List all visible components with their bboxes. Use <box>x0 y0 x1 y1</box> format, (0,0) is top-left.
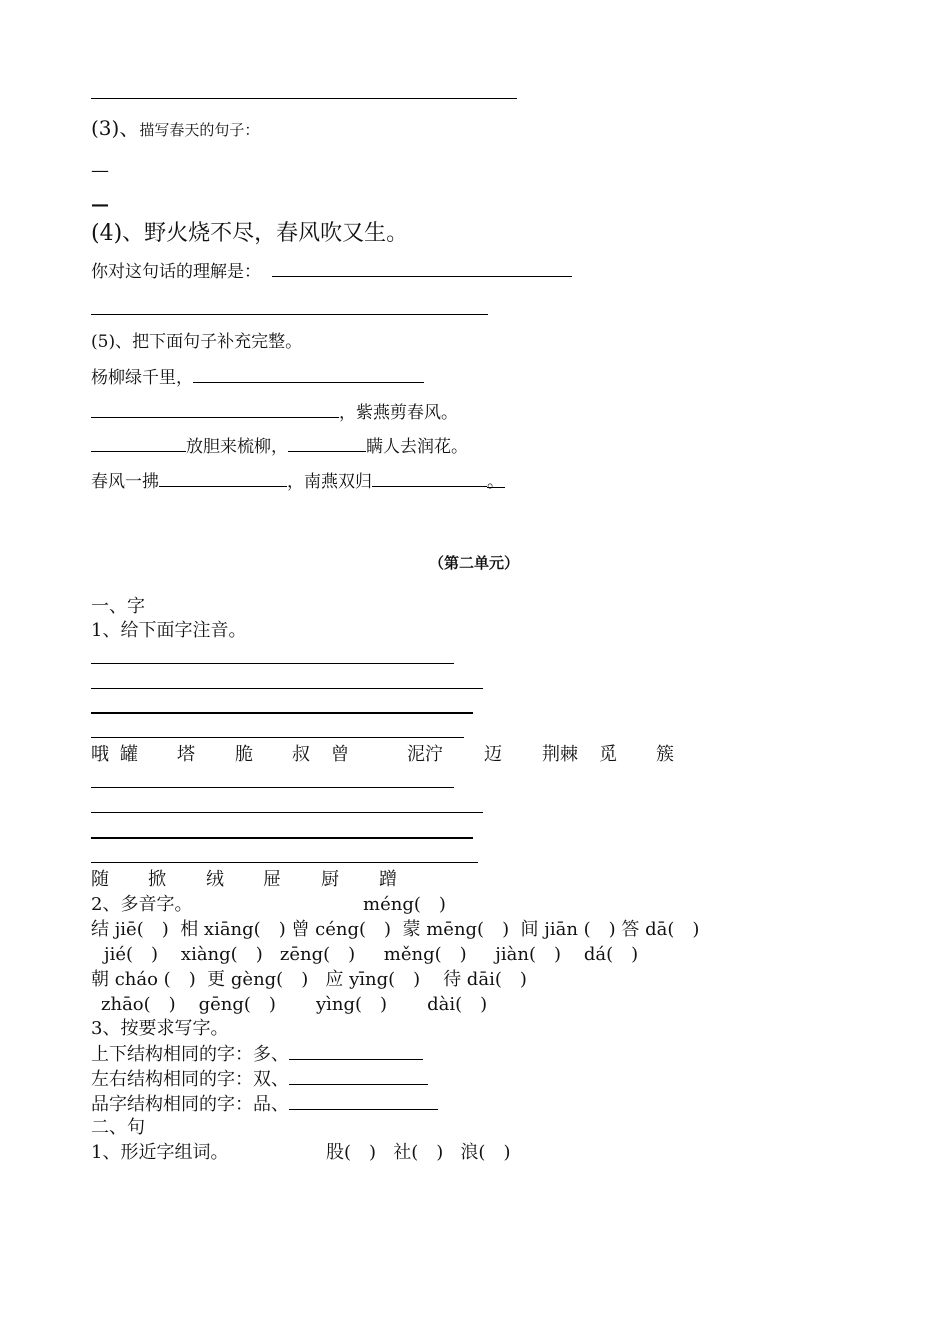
char-item: 觅 <box>599 744 617 765</box>
fill-text: 春风一拂 <box>91 472 159 492</box>
question-3-number: (3)、 <box>91 116 140 140</box>
pinyin-line <box>91 663 454 664</box>
write-row <box>91 1093 438 1116</box>
answer-blank[interactable] <box>372 470 487 487</box>
dash-mark: — <box>91 160 109 181</box>
char-item: 厨 <box>321 869 339 890</box>
char-item: 曾 <box>331 744 349 765</box>
dash-mark: — <box>91 194 109 215</box>
char-item: 哦 <box>91 744 109 765</box>
pinyin-line <box>91 812 483 813</box>
section-heading: 一、字 <box>91 596 145 617</box>
char-item: 塔 <box>177 744 195 765</box>
section-heading: 二、句 <box>91 1117 145 1138</box>
answer-blank[interactable] <box>159 470 287 487</box>
pinyin-line <box>91 712 473 714</box>
fill-line-1 <box>91 366 424 389</box>
answer-blank[interactable] <box>91 435 186 452</box>
char-item: 屉 <box>263 869 281 890</box>
question-3 <box>91 116 259 140</box>
answer-blank[interactable] <box>289 1093 438 1110</box>
question-3-label: 描写春天的句子： <box>139 121 260 139</box>
write-row <box>91 1068 428 1091</box>
fill-text: 放胆来梳柳， <box>186 437 288 457</box>
char-item: 绒 <box>206 869 224 890</box>
question-1-sentence: 1、形近字组词。 <box>91 1142 229 1163</box>
question-5-title: (5)、把下面句子补充完整。 <box>91 332 303 352</box>
char-item: 簇 <box>656 744 674 765</box>
char-item: 随 <box>91 869 109 890</box>
question-2: 2、多音字。 <box>91 894 193 915</box>
char-item: 脆 <box>235 744 253 765</box>
answer-line <box>91 314 488 315</box>
pinyin-line <box>91 837 473 839</box>
polyphone-row: jié( ) xiàng( ) zēng( ) měng( ) jiàn( ) dá( ) <box>104 944 639 965</box>
polyphone-row: 结 jiē( ) 相 xiāng( ) 曾 céng( ) 蒙 mēng( ) 间 jiān ( ) 答 dā( ) <box>91 919 700 940</box>
question-3b: 3、按要求写字。 <box>91 1018 229 1039</box>
answer-blank[interactable] <box>193 366 424 383</box>
answer-blank[interactable] <box>288 435 366 452</box>
pinyin-line <box>91 787 454 788</box>
question-4-prompt <box>91 260 572 283</box>
similar-char-items: 股( ) 社( ) 浪( ) <box>326 1142 511 1163</box>
polyphone-row: zhāo( ) gēng( ) yìng( ) dài( ) <box>101 994 488 1015</box>
pinyin-line <box>91 737 464 738</box>
answer-blank[interactable] <box>272 260 572 277</box>
fill-line-2 <box>91 401 458 424</box>
char-item: 蹭 <box>379 869 397 890</box>
answer-blank[interactable] <box>91 401 339 418</box>
pinyin-line <box>91 688 483 689</box>
fill-text: ，紫燕剪春风。 <box>339 403 458 423</box>
polyphone-row: 朝 cháo ( ) 更 gèng( ) 应 yīng( ) 待 dāi( ) <box>91 969 527 990</box>
unit-title: （第二单元） <box>429 554 520 572</box>
answer-blank[interactable] <box>289 1043 423 1060</box>
fill-text: 瞒人去润花。 <box>366 437 468 457</box>
fill-text: 。 <box>487 472 504 492</box>
fill-text: 杨柳绿千里， <box>91 368 193 388</box>
char-item: 罐 <box>120 744 138 765</box>
answer-blank[interactable] <box>289 1068 428 1085</box>
prompt-text: 你对这句话的理解是： <box>91 262 261 282</box>
pinyin-line <box>91 862 478 863</box>
answer-line <box>91 98 517 99</box>
question-1: 1、给下面字注音。 <box>91 620 247 641</box>
write-row <box>91 1043 423 1066</box>
char-item: 荆棘 <box>542 744 578 765</box>
write-prompt: 左右结构相同的字：双、 <box>91 1069 289 1090</box>
fill-line-4 <box>91 470 505 493</box>
char-item: 叔 <box>292 744 310 765</box>
pinyin-meng: méng( ) <box>363 894 446 915</box>
char-item: 泥泞 <box>407 744 443 765</box>
char-item: 迈 <box>484 744 502 765</box>
char-item: 掀 <box>148 869 166 890</box>
write-prompt: 上下结构相同的字：多、 <box>91 1044 289 1065</box>
question-4: (4)、野火烧不尽，春风吹又生。 <box>91 221 409 246</box>
fill-line-3 <box>91 435 468 458</box>
write-prompt: 品字结构相同的字：品、 <box>91 1094 289 1115</box>
fill-text: ，南燕双归 <box>287 472 372 492</box>
period-blank <box>487 471 505 492</box>
